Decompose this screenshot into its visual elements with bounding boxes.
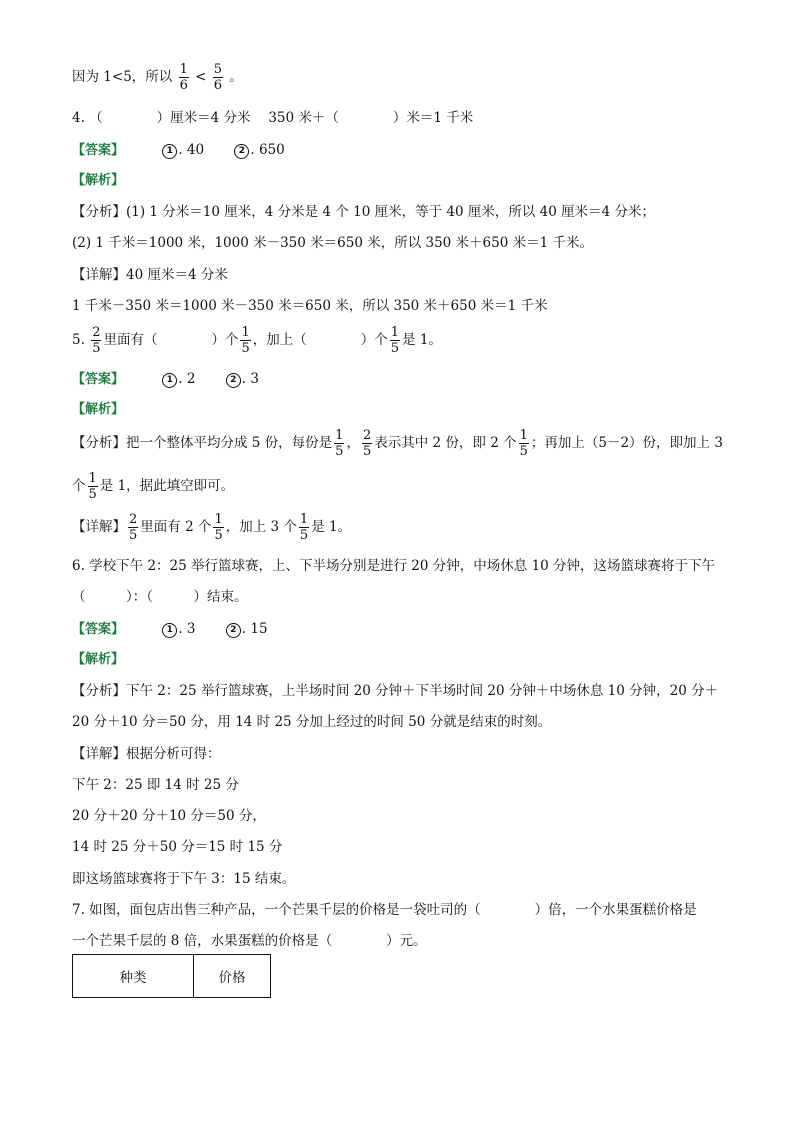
q4-fenxi-1: 【分析】(1) 1 分米＝10 厘米，4 分米是 4 个 10 厘米，等于 40 厘米，所以 40 厘米＝4 分米； [72, 204, 655, 220]
denominator: 5 [88, 487, 97, 502]
q5-xiangjie-b: 里面有 2 个 [140, 519, 212, 535]
q6-xiangjie: 【详解】根据分析可得： [72, 746, 221, 762]
q6-jiexi: 【解析】 [72, 652, 125, 667]
q4-xiangjie-1: 【详解】40 厘米＝4 分米 [72, 267, 228, 283]
q5-text [72, 325, 442, 356]
denominator: 5 [129, 528, 138, 543]
prev-text: 因为 1<5，所以 [72, 69, 173, 85]
circle-1-icon: 1 [162, 373, 177, 388]
q5-fenxi2-b: 是 1，据此填空即可。 [99, 478, 235, 494]
numerator: 2 [129, 512, 138, 527]
table-row [73, 955, 271, 998]
numerator: 1 [335, 428, 344, 443]
q4-fenxi-2: (2) 1 千米＝1000 米，1000 米－350 米＝650 米，所以 350 米＋650 米＝1 千米。 [72, 235, 593, 251]
denominator: 5 [299, 528, 309, 543]
q6-step-2: 20 分＋20 分＋10 分＝50 分， [72, 808, 266, 824]
table-header-price: 价格 [194, 955, 271, 998]
q6-text-2: （ ）：（ ）结束。 [72, 589, 248, 605]
numerator: 1 [299, 512, 309, 527]
q6-step-1: 下午 2：25 即 14 时 25 分 [72, 777, 239, 793]
q6-answer: 【答案】 1 . 3 2 . 15 [72, 621, 268, 637]
q4-text: 4. （ ）厘米＝4 分米 350 米＋（ ）米＝1 千米 [72, 110, 474, 126]
denominator: 5 [519, 444, 528, 459]
fraction-1-6 [179, 62, 189, 93]
q5-fenxi-b: ， [346, 435, 360, 451]
answer-2: 3 [250, 371, 259, 387]
q5-xiangjie-tag: 【详解】 [72, 519, 126, 535]
q5-fenxi2-a: 个 [72, 478, 86, 494]
denominator: 5 [335, 444, 344, 459]
denominator: 5 [241, 341, 250, 356]
circle-2-icon: 2 [234, 144, 249, 159]
denominator: 5 [362, 444, 372, 459]
circle-2-icon: 2 [226, 373, 241, 388]
denominator: 5 [92, 341, 101, 356]
denominator: 6 [179, 78, 188, 93]
answer-1: 40 [186, 142, 205, 158]
q5-answer: 【答案】 1 . 2 2 . 3 [72, 371, 259, 387]
q5-jiexi: 【解析】 [72, 402, 125, 417]
q5-xiangjie [72, 512, 351, 543]
q5-fenxi-2 [72, 471, 234, 502]
numerator: 1 [88, 471, 97, 486]
prev-conclusion [72, 62, 243, 93]
denominator: 5 [390, 341, 400, 356]
circle-1-icon: 1 [162, 144, 177, 159]
circle-1-icon: 1 [162, 623, 177, 638]
period: 。 [229, 69, 243, 85]
q5-part-3: 是 1。 [402, 332, 442, 348]
fraction-5-6 [213, 62, 223, 93]
numerator: 1 [179, 62, 188, 77]
answer-tag: 【答案】 [72, 372, 125, 387]
q6-step-4: 即这场篮球赛将于下午 3：15 结束。 [72, 871, 296, 887]
numerator: 2 [362, 428, 372, 443]
circle-2-icon: 2 [226, 623, 241, 638]
denominator: 6 [213, 78, 223, 93]
numerator: 5 [213, 62, 223, 77]
numerator: 1 [390, 325, 400, 340]
numerator: 1 [519, 428, 528, 443]
answer-tag: 【答案】 [72, 143, 125, 158]
q5-xiangjie-d: 是 1。 [311, 519, 352, 535]
denominator: 5 [214, 528, 223, 543]
q4-xiangjie-2: 1 千米－350 米＝1000 米－350 米＝650 米，所以 350 米＋650 米＝1 千米 [72, 298, 548, 314]
answer-1: 3 [186, 621, 196, 637]
q4-jiexi: 【解析】 [72, 173, 125, 188]
q5-number: 5. [72, 332, 85, 348]
numerator: 2 [92, 325, 101, 340]
q5-fenxi-c: 表示其中 2 份，即 2 个 [374, 435, 517, 451]
q6-fenxi-1: 【分析】下午 2：25 举行篮球赛，上半场时间 20 分钟＋下半场时间 20 分钟＋中场休息 10 分钟，20 分＋ [72, 683, 719, 699]
table-header-kind: 种类 [73, 955, 194, 998]
numerator: 1 [241, 325, 250, 340]
q5-part-1: 里面有（ ）个 [103, 332, 239, 348]
answer-1: 2 [186, 371, 196, 387]
q5-part-2: ，加上（ ）个 [252, 332, 388, 348]
q5-fenxi-d: ；再加上（5－2）份，即加上 3 [530, 435, 723, 451]
answer-2: 650 [258, 142, 285, 158]
q7-text-1: 7. 如图，面包店出售三种产品，一个芒果千层的价格是一袋吐司的（ ）倍，一个水果蛋糕价格是 [72, 902, 697, 918]
price-table [72, 954, 271, 998]
less-than: < [195, 69, 207, 85]
numerator: 1 [214, 512, 223, 527]
q6-fenxi-2: 20 分＋10 分＝50 分，用 14 时 25 分加上经过的时间 50 分就是结束的时刻。 [72, 714, 552, 730]
q4-answer: 【答案】 1 . 40 2 . 650 [72, 142, 285, 158]
answer-2: 15 [250, 621, 268, 637]
answer-tag: 【答案】 [72, 622, 125, 637]
q6-step-3: 14 时 25 分＋50 分＝15 时 15 分 [72, 839, 283, 855]
q7-text-2: 一个芒果千层的 8 倍，水果蛋糕的价格是（ ）元。 [72, 933, 427, 949]
q5-xiangjie-c: ，加上 3 个 [225, 519, 297, 535]
q5-fenxi-1 [72, 428, 723, 459]
q5-fenxi-a: 【分析】把一个整体平均分成 5 份，每份是 [72, 435, 333, 451]
q6-text-1: 6. 学校下午 2：25 举行篮球赛，上、下半场分别是进行 20 分钟，中场休息 10 分钟，这场篮球赛将于下午 [72, 558, 716, 574]
